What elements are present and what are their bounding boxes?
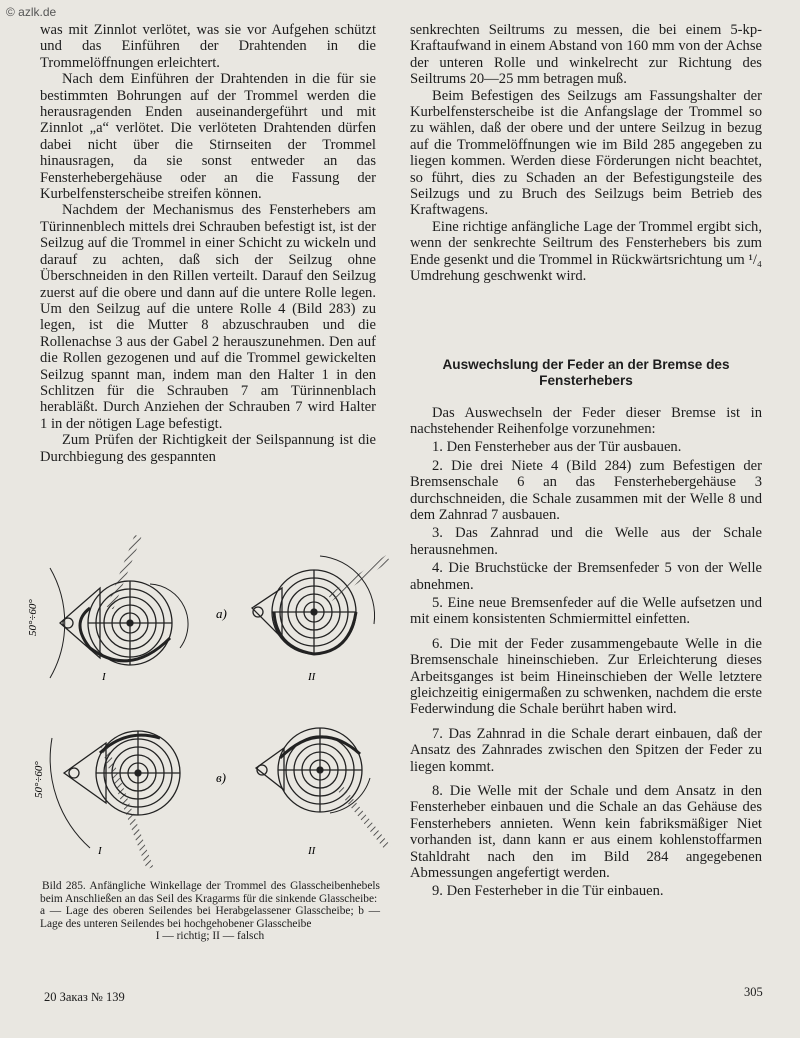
caption-legend-correctness: I — richtig; II — falsch xyxy=(155,930,265,943)
dimension-label-bottom: 50°÷60° xyxy=(33,761,45,798)
label-a: a) xyxy=(216,606,227,621)
dimension-label-top: 50°÷60° xyxy=(27,599,39,636)
paragraph: Eine richtige anfängliche Lage der Trommel ergibt sich, wenn der senkrechte Seiltrum des Fensterhebers bis zum Ende gesenkt und die Trommel in Rückwärtsrichtung um ¹/₄ Umdrehung geschwenkt wird. xyxy=(410,218,762,285)
roman-label: II xyxy=(308,671,316,683)
section-heading: Auswechslung der Feder an der Bremse des Fensterhebers xyxy=(442,356,730,388)
caption-legend: a — Lage des oberen Seilendes bei Herabgelassener Glasscheibe; b — Lage des unteren Seilendes bei hochgehobener Glasscheibe xyxy=(40,905,380,930)
step-item: 7. Das Zahnrad in die Schale derart einbauen, daß der Ansatz des Zahnrades zwischen den Spitzen der Feder zu liegen kommt. xyxy=(410,725,762,775)
roman-label: II xyxy=(308,845,316,857)
step-item: 1. Den Fensterheber aus der Tür ausbauen. xyxy=(432,439,682,456)
caption-title: Bild 285. Anfängliche Winkellage der Trommel des Glasscheibenhebels beim Anschließen an das Seil des Kragarms für die sinkende Glasscheibe: xyxy=(40,880,380,905)
roman-label: I xyxy=(102,671,106,683)
section-intro: Das Auswechseln der Feder dieser Bremse ist in nachstehender Reihenfolge vorzunehmen: xyxy=(410,404,762,437)
right-column xyxy=(410,22,762,900)
paragraph: Nachdem der Mechanismus des Fensterhebers am Türinnenblech mittels drei Schrauben befestigt ist, ist der Seilzug auf die Trommel in einer Schicht zu wickeln und darauf zu achten, daß sich der Seilzug ohne Überschneiden in den Rillen verteilt. Darauf den Seilzug zuerst auf die obere und dann auf die untere Rolle legen. Um den Seilzug auf die untere Rolle 4 (Bild 283) zu legen, ist die Mutter 8 abzuschrauben und die Rollenachse 3 aus der Gabel 2 herauszunehmen. Den auf die Rollen gezogenen und auf die Trommel gewickelten Seilzug spannt man, indem man den Halter 1 in den Schlitzen für die Schrauben 7 am Türinnenblach herabläßt. Durch Anziehen der Schrauben 7 wird Halter 1 in der nötigen Lage befestigt. xyxy=(40,202,376,432)
label-b: в) xyxy=(216,770,226,785)
step-item: 3. Das Zahnrad und die Welle aus der Schale herausnehmen. xyxy=(410,525,762,558)
drum-diagram-top-left xyxy=(50,536,188,678)
step-item: 2. Die drei Niete 4 (Bild 284) zum Befestigen der Bremsenschale 6 an das Fensterhebergehäuse 3 durchschneiden, die Schale zusammen mit der Welle 8 und dem Zahnrad 7 ausbauen. xyxy=(410,457,762,523)
step-item: 6. Die mit der Feder zusammengebaute Welle in die Bremsenschale hineinschieben. Zur Erleichterung dieses Arbeitsganges ist beim Hineinschieben der Welle letztere gleichzeitig einigermaßen zu schwenken, nachdem die erste Federwindung die Schale berührt haben wird. xyxy=(410,635,762,718)
figure-caption xyxy=(40,880,380,943)
left-column xyxy=(40,22,376,465)
paragraph: Zum Prüfen der Richtigkeit der Seilspannung ist die Durchbiegung des gespannten xyxy=(40,432,376,465)
drum-diagram-bottom-right xyxy=(256,728,388,848)
step-item: 9. Den Festerheber in die Tür einbauen. xyxy=(432,883,664,900)
paragraph: senkrechten Seiltrums zu messen, die bei einem 5-kp-Kraftaufwand in einem Abstand von 160 mm von der Achse der unteren Rolle und winkelrecht zur Richtung des Seiltrums 20—25 mm betragen muß. xyxy=(410,22,762,88)
watermark: © azlk.de xyxy=(6,5,57,19)
page-number: 305 xyxy=(744,985,763,999)
paragraph: Nach dem Einführen der Drahtenden in die für sie bestimmten Bohrungen auf der Trommel werden die herausragenden Enden auseinandergeführt und mit Zinnlot „a“ verlötet. Die verlöteten Drahtenden dürfen dabei nicht über die Stirnseiten der Trommel hinausragen, da sie sonst entweder an das Fensterhebergehäuse oder an die Fassung der Kurbelfensterscheibe streifen können. xyxy=(40,71,376,203)
footer-order-number: 20 Заказ № 139 xyxy=(44,990,125,1004)
paragraph: was mit Zinnlot verlötet, was sie vor Aufgehen schützt und das Einführen der Drahtenden in die Trommelöffnungen erleichtert. xyxy=(40,22,376,71)
step-item: 5. Eine neue Bremsenfeder auf die Welle aufsetzen und mit einem konsistenten Schmiermittel einfetten. xyxy=(410,594,762,628)
paragraph: Beim Befestigen des Seilzugs am Fassungshalter der Kurbelfensterscheibe ist die Anfangslage der Trommel so zu wählen, daß der obere und der untere Seilzug in bezug auf die Trommelöffnungen wie im Bild 285 angegeben zu liegen kommen. Werden diese Förderungen nicht beachtet, so führt, dies zu Schaden an der Befestigungsteile des Seilzugs und zu Bruch des Seilzugs beim Betrieb des Kraftwagens. xyxy=(410,87,762,219)
step-item: 8. Die Welle mit der Schale und dem Ansatz in den Fensterheber einbauen und die Schale an das Gehäuse des Fensterhebers annieten. Wenn kein fabriksmäßiger Niet vorhanden ist, dann kann er aus einem kohlenstoffarmen Stahldraht nach den im Bild 284 angegebenen Abmessungen angefertigt werden. xyxy=(410,783,762,882)
drum-angle-figure xyxy=(27,528,390,880)
drum-diagram-bottom-left xyxy=(50,731,180,868)
step-item: 4. Die Bruchstücke der Bremsenfeder 5 von der Welle abnehmen. xyxy=(410,560,762,593)
roman-label: I xyxy=(98,845,102,857)
drum-diagram-top-right xyxy=(252,556,388,654)
